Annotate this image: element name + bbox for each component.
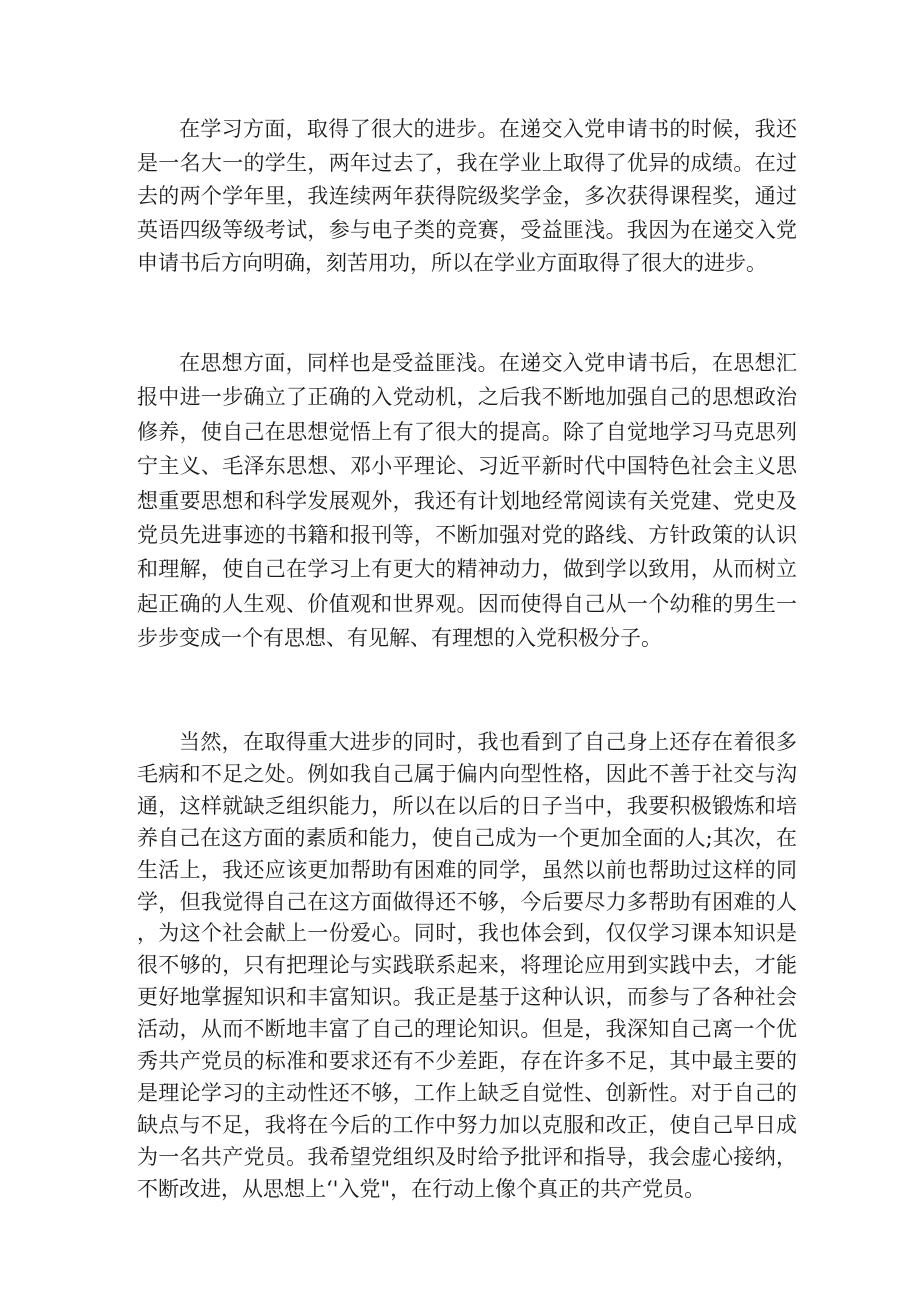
paragraph-thought: 在思想方面，同样也是受益匪浅。在递交入党申请书后，在思想汇报中进一步确立了正确的入党动机，之后我不断地加强自己的思想政治修养，使自己在思想觉悟上有了很大的提高。除了自觉地学习马克思列宁主义、毛泽东思想、邓小平理论、习近平新时代中国特色社会主义思想重要思想和科学发展观外，我还有计划地经常阅读有关党建、党史及党员先进事迹的书籍和报刊等，不断加强对党的路线、方针政策的认识和理解，使自己在学习上有更大的精神动力，做到学以致用，从而树立起正确的人生观、价值观和世界观。因而使得自己从一个幼稚的男生一步步变成一个有思想、有见解、有理想的入党积极分子。 bbox=[137, 351, 797, 651]
paragraph-study: 在学习方面，取得了很大的进步。在递交入党申请书的时候，我还是一名大一的学生，两年过去了，我在学业上取得了优异的成绩。在过去的两个学年里，我连续两年获得院级奖学金，多次获得课程奖，通过英语四级等级考试，参与电子类的竞赛，受益匪浅。我因为在递交入党申请书后方向明确，刻苦用功，所以在学业方面取得了很大的进步。 bbox=[137, 117, 797, 276]
paragraph-shortcomings: 当然，在取得重大进步的同时，我也看到了自己身上还存在着很多毛病和不足之处。例如我自己属于偏内向型性格，因此不善于社交与沟通，这样就缺乏组织能力，所以在以后的日子当中，我要积极锻炼和培养自己在这方面的素质和能力，使自己成为一个更加全面的人;其次，在生活上，我还应该更加帮助有困难的同学，虽然以前也帮助过这样的同学，但我觉得自己在这方面做得还不够，今后要尽力多帮助有困难的人，为这个社会献上一份爱心。同时，我也体会到，仅仅学习课本知识是很不够的，只有把理论与实践联系起来，将理论应用到实践中去，才能更好地掌握知识和丰富知识。我正是基于这种认识，而参与了各种社会活动，从而不断地丰富了自己的理论知识。但是，我深知自己离一个优秀共产党员的标准和要求还有不少差距，存在许多不足，其中最主要的是理论学习的主动性还不够，工作上缺乏自觉性、创新性。对于自己的缺点与不足，我将在今后的工作中努力加以克服和改正，使自己早日成为一名共产党员。我希望党组织及时给予批评和指导，我会虚心接纳，不断改进，从思想上‘'入党"，在行动上像个真正的共产党员。 bbox=[137, 730, 797, 1201]
